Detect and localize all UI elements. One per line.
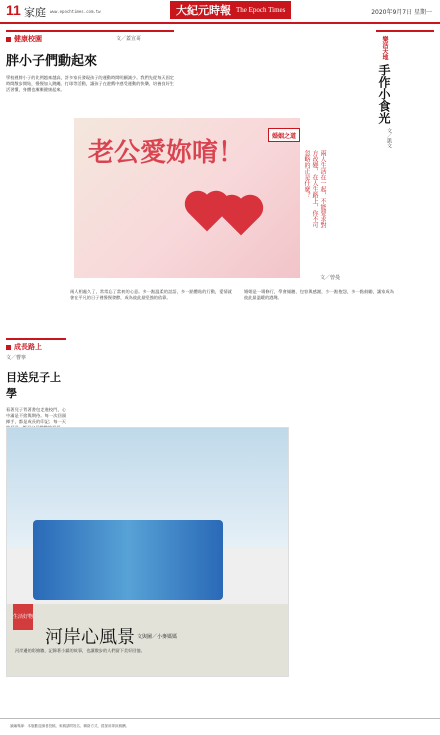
article-kicker: 成長路上	[6, 342, 66, 352]
issue-date: 2020年9月7日 星期一	[371, 9, 432, 16]
newspaper-masthead	[170, 1, 291, 19]
photo-title: 河岸心風景	[45, 627, 135, 648]
article-rule	[376, 30, 434, 32]
photo-mural	[33, 520, 223, 600]
page-header	[0, 0, 440, 24]
page-footer	[0, 718, 440, 735]
article-author: 文／蓋宣哥	[116, 36, 142, 42]
article-headline: 手作小食光	[377, 64, 391, 124]
square-marker-icon	[6, 37, 11, 42]
feature-body-left: 兩人相處久了，常常忘了當初的心意。多一點溫柔的話語，多一點體貼的行動，愛情就會在平凡的日子裡慢慢發酵，成為彼此最堅強的依靠。	[70, 289, 232, 301]
article-body: 看著兒子背著書包走進校門，心中滿是不捨與期待。每一次回頭揮手，都是成長的印記；每一天	[6, 407, 66, 425]
page-number: 11	[6, 2, 21, 18]
article-rule	[6, 30, 174, 32]
feature-illustration	[74, 118, 300, 278]
article-kicker: 健康校園	[6, 34, 174, 44]
feature-tag: 婚姻之道	[268, 128, 300, 142]
photo-credit: 文與圖／小麥媽媽	[137, 634, 178, 640]
square-marker-icon	[6, 345, 11, 350]
photo-caption: 河岸邊的彩繪牆，記錄著小鎮的故事，也讓散步的人們留下美好回憶。	[15, 648, 145, 653]
article-handmade-food	[376, 30, 434, 156]
feature-author: 文／曾曼	[320, 275, 341, 281]
vertical-heading-block	[376, 36, 393, 156]
article-healthy-kids	[6, 30, 174, 129]
heart-icon	[223, 199, 260, 236]
article-author: 文／曹寧	[6, 355, 27, 361]
article-author: 文／凱文	[386, 128, 392, 148]
website-url[interactable]: www.epochtimes.com.tw	[50, 9, 101, 14]
feature-quote: 兩人生活在一起，不能要求對方改變，在人生路上，你不可忽略的正是什麼？	[303, 150, 326, 228]
section-title: 家庭	[24, 6, 46, 19]
footer-text: 讀編專線：本版歡迎讀者投稿，來稿請附姓名、聯絡方式，經採用即致稿酬。	[10, 724, 129, 728]
masthead-chinese: 大紀元時報	[176, 4, 231, 17]
article-rule	[6, 338, 66, 340]
feature-body-right: 婚姻是一場修行，學會傾聽、包容與感謝，少一點抱怨，多一點鼓勵，讓家成為彼此最溫暖的港灣。	[244, 289, 394, 301]
article-headline: 目送兒子上學	[6, 371, 61, 400]
feature-photo	[6, 427, 289, 677]
masthead-english: The Epoch Times	[236, 6, 286, 14]
article-headline: 胖小子們動起來	[6, 54, 98, 69]
photo-stamp: 生活好物	[13, 604, 33, 630]
feature-title: 老公愛妳唷！	[88, 138, 245, 168]
article-body: 學校裡胖小子的比例越來越高，許多家長發現孩子的運動時間明顯減少。我們先從每天固定時間散步開始，慢慢加入跳繩、打球等活動，讓孩子在遊戲中感受運動的快樂，培養良好生活習慣，身體也漸漸健康起來。	[6, 75, 174, 93]
article-kicker: 樂活天地	[381, 36, 388, 60]
